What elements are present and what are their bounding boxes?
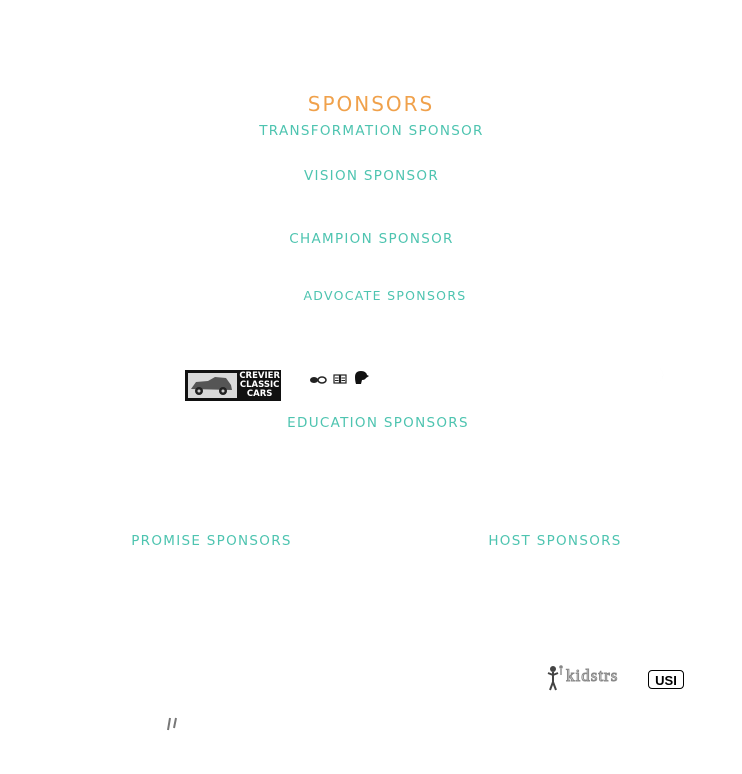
usi-logo[interactable]: USI	[648, 670, 684, 689]
crevier-logo-line1: CREVIER	[239, 371, 280, 381]
hands-icon[interactable]	[309, 370, 327, 389]
crevier-logo-line2: CLASSIC	[239, 380, 280, 390]
kidstrs-logo[interactable]	[546, 664, 630, 692]
page-title: SPONSORS	[307, 92, 435, 116]
heading-host-sponsors: HOST SPONSORS	[488, 533, 622, 549]
heading-promise-sponsors: PROMISE SPONSORS	[131, 533, 292, 549]
heading-vision-sponsor: VISION SPONSOR	[304, 168, 439, 184]
advocate-icon-logos	[309, 370, 369, 389]
kidstrs-logo-text: kidstrs	[566, 666, 619, 685]
car-icon	[188, 373, 237, 398]
book-icon[interactable]	[333, 370, 347, 389]
heading-education-sponsors: EDUCATION SPONSORS	[287, 415, 469, 431]
dog-head-icon[interactable]	[353, 370, 369, 389]
crevier-classic-cars-logo[interactable]	[185, 370, 281, 401]
children-figure-icon	[546, 664, 566, 692]
crevier-logo-line3: CARS	[246, 389, 273, 399]
heading-advocate-sponsors: ADVOCATE SPONSORS	[303, 288, 467, 303]
heading-champion-sponsor: CHAMPION SPONSOR	[289, 231, 454, 247]
crescent-icon[interactable]	[650, 366, 666, 388]
quote-mark-icon	[166, 716, 180, 736]
heading-transformation-sponsor: TRANSFORMATION SPONSOR	[259, 123, 484, 139]
